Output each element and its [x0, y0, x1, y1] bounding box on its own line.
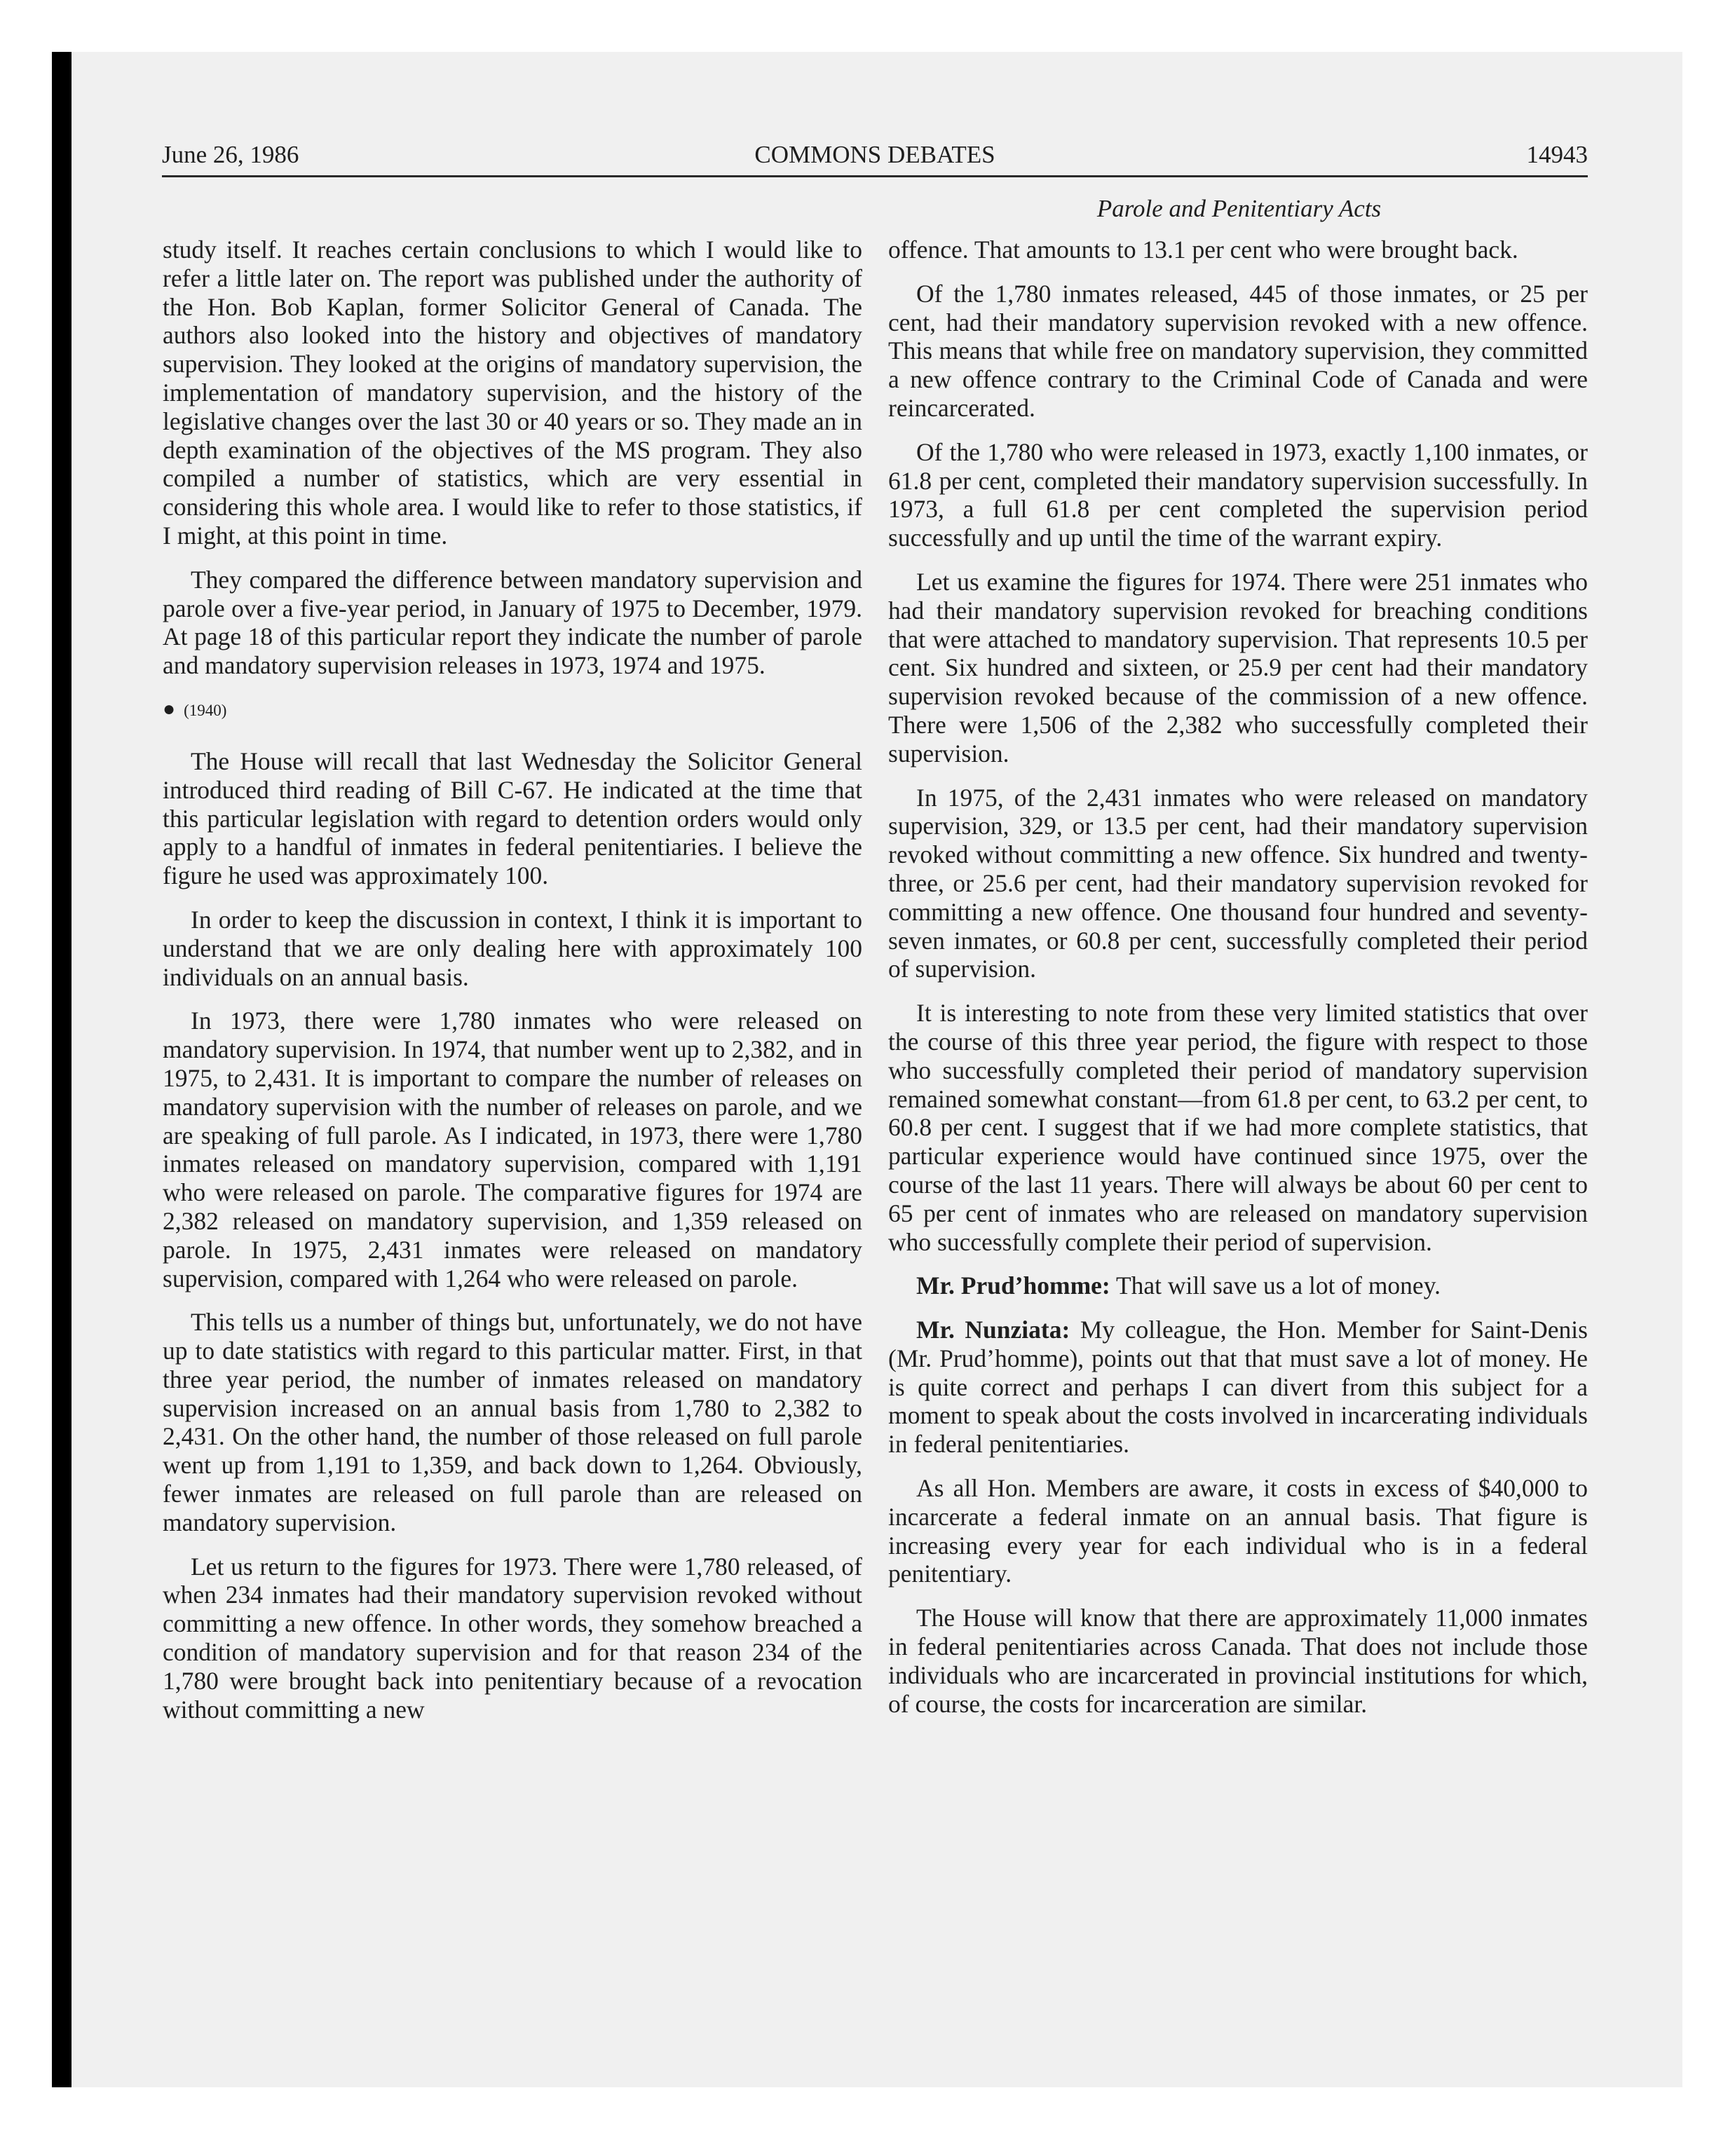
header-page-number: 14943 — [1526, 141, 1588, 168]
paragraph: In 1973, there were 1,780 inmates who were released on mandatory supervision. In 1974, that number went up to 2,382, and in 1975, to 2,431. It is important to compare the number of releases on mandatory supervision with the number of releases on parole, and we are speaking of full parole. As I indicated, in 1973, there were 1,780 inmates released on mandatory supervision, compared with 1,191 who were released on parole. The comparative figures for 1974 are 2,382 released on mandatory supervision, and 1,359 released on parole. In 1975, 2,431 inmates were released on mandatory supervision, compared with 1,264 who were released on parole. — [163, 1007, 862, 1292]
paragraph: Let us return to the figures for 1973. There were 1,780 released, of when 234 inmates had their mandatory supervision revoked without committing a new offence. In other words, they somehow breached a condition of mandatory supervision and for that reason 234 of the 1,780 were brought back into penitentiary because of a revocation without committing a new — [163, 1552, 862, 1724]
paragraph: Let us examine the figures for 1974. There were 251 inmates who had their mandatory supervision revoked for breaching conditions that were attached to mandatory supervision. That represents 10.5 per cent. Six hundred and sixteen, or 25.9 per cent had their mandatory supervision revoked because of the commission of a new offence. There were 1,506 of the 2,382 who successfully completed their supervision. — [888, 567, 1588, 767]
paragraph: Of the 1,780 inmates released, 445 of those inmates, or 25 per cent, had their mandatory supervision revoked with a new offence. This means that while free on mandatory supervision, they committed a new offence contrary to the Criminal Code of Canada and were reincarcerated. — [888, 279, 1588, 422]
right-column — [888, 236, 1588, 1733]
speaker-name: Mr. Prud’homme: — [916, 1271, 1110, 1300]
speech-paragraph — [888, 1316, 1588, 1459]
paragraph: In order to keep the discussion in context, I think it is important to understand that we are only dealing here with approximately 100 individuals on an annual basis. — [163, 905, 862, 991]
speech-text: That will save us a lot of money. — [1110, 1271, 1441, 1300]
time-marker — [163, 695, 862, 725]
paragraph: It is interesting to note from these very limited statistics that over the course of this three year period, the figure with respect to those who successfully completed their period of mandatory supervision remained somewhat constant—from 61.8 per cent, to 63.2 per cent, to 60.8 per cent. I suggest that if we had more complete statistics, that particular experience would have continued since 1975, over the course of the last 11 years. There will always be about 60 per cent to 65 per cent of inmates who are released on mandatory supervision who successfully complete their period of supervision. — [888, 999, 1588, 1256]
time-marker-label: (1940) — [184, 701, 227, 719]
binding-edge — [52, 52, 72, 2087]
speech-paragraph — [888, 1271, 1588, 1300]
paragraph: The House will know that there are approximately 11,000 inmates in federal penitentiaries across Canada. That does not include those individuals who are incarcerated in provincial institutions for which, of course, the costs for incarceration are similar. — [888, 1604, 1588, 1718]
left-column — [163, 236, 862, 1739]
speech-text: My colleague, the Hon. Member for Saint-Denis (Mr. Prud’homme), points out that that must save a lot of money. He is quite correct and perhaps I can divert from this subject for a moment to speak about the costs involved in incarcerating individuals in federal penitentiaries. — [888, 1316, 1588, 1459]
speaker-name: Mr. Nunziata: — [916, 1316, 1070, 1344]
page-header — [162, 137, 1588, 172]
header-date: June 26, 1986 — [162, 141, 299, 168]
paragraph: offence. That amounts to 13.1 per cent who were brought back. — [888, 236, 1518, 264]
header-title: COMMONS DEBATES — [754, 141, 995, 168]
paragraph: This tells us a number of things but, unfortunately, we do not have up to date statistics with regard to this particular matter. First, in that three year period, the number of inmates released on mandatory supervision increased on an annual basis from 1,780 to 2,382 to 2,431. On the other hand, the number of those released on full parole went up from 1,191 to 1,359, and back down to 1,264. Obviously, fewer inmates are released on full parole than are released on mandatory supervision. — [163, 1308, 862, 1536]
paragraph: As all Hon. Members are aware, it costs in excess of $40,000 to incarcerate a federal inmate on an annual basis. That figure is increasing every year for each individual who is in a federal penitentiary. — [888, 1474, 1588, 1588]
header-rule — [162, 175, 1588, 177]
paragraph: They compared the difference between mandatory supervision and parole over a five-year period, in January of 1975 to December, 1979. At page 18 of this particular report they indicate the number of parole and mandatory supervision releases in 1973, 1974 and 1975. — [163, 565, 862, 680]
paragraph: The House will recall that last Wednesday the Solicitor General introduced third reading of Bill C-67. He indicated at the time that this particular legislation with regard to detention orders would only apply to a handful of inmates in federal penitentiaries. I believe the figure he used was approximately 100. — [163, 746, 862, 890]
paragraph: study itself. It reaches certain conclusions to which I would like to refer a little later on. The report was published under the authority of the Hon. Bob Kaplan, former Solicitor General of Canada. The authors also looked into the history and objectives of mandatory supervision. They looked at the origins of mandatory supervision, the implementation of mandatory supervision, and the history of the legislative changes over the last 30 or 40 years or so. They made an in depth examination of the objectives of the MS program. They also compiled a number of statistics, which are very essential in considering this whole area. I would like to refer to those statistics, if I might, at this point in time. — [163, 236, 862, 550]
paragraph: Of the 1,780 who were released in 1973, exactly 1,100 inmates, or 61.8 per cent, completed their mandatory supervision successfully. In 1973, a full 61.8 per cent completed the supervision period successfully and up until the time of the warrant expiry. — [888, 437, 1588, 552]
bullet-icon: ● — [163, 697, 176, 721]
section-title: Parole and Penitentiary Acts — [1096, 195, 1382, 222]
paragraph: In 1975, of the 2,431 inmates who were released on mandatory supervision, 329, or 13.5 per cent, had their mandatory supervision revoked without committing a new offence. Six hundred and twenty-three, or 25.6 per cent, had their mandatory supervision revoked for committing a new offence. One thousand four hundred and seventy-seven inmates, or 60.8 per cent, successfully completed their period of supervision. — [888, 783, 1588, 983]
